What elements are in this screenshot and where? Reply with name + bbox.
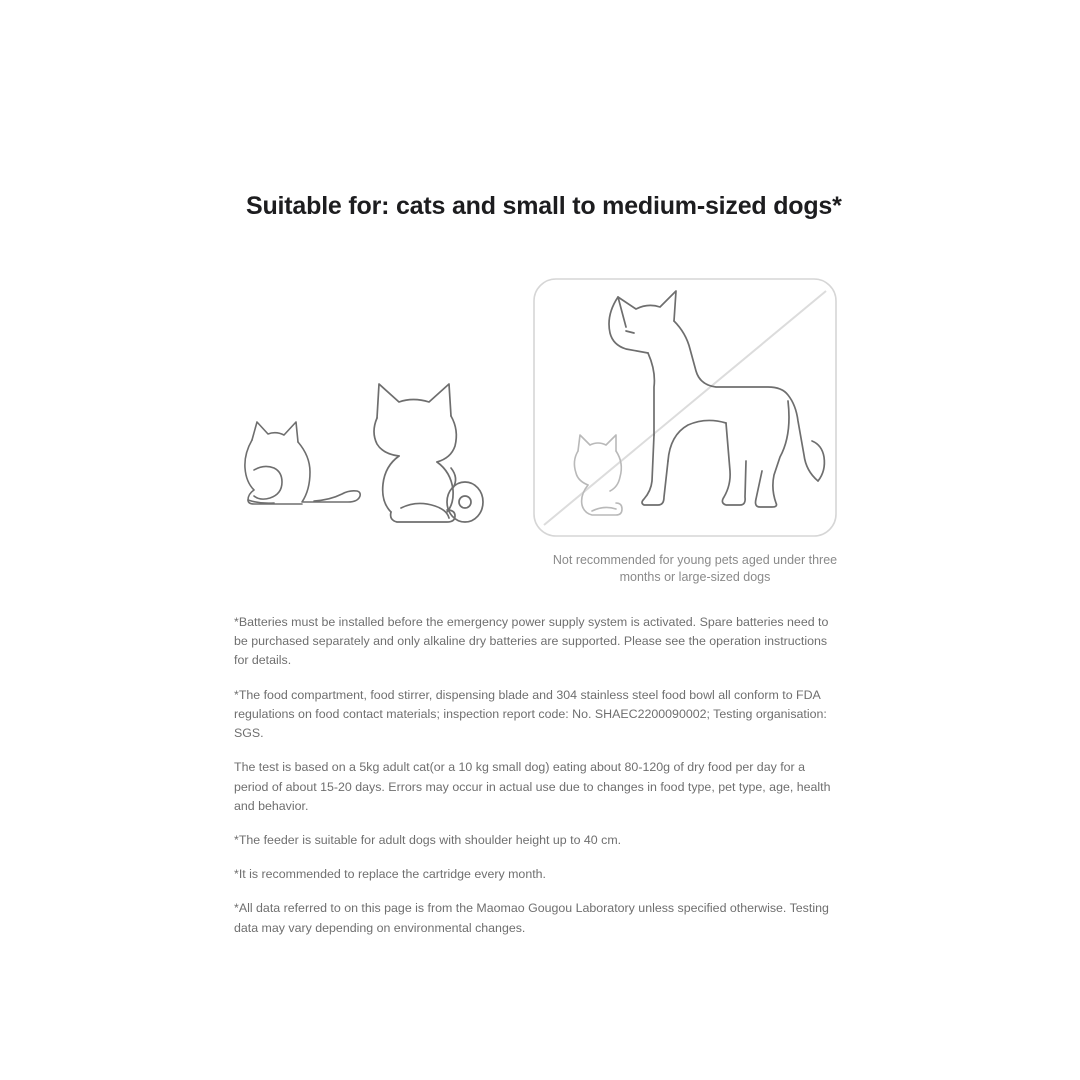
footnote-item: *The feeder is suitable for adult dogs with shoulder height up to 40 cm. [234, 832, 622, 847]
footnote-item: *The food compartment, food stirrer, dispensing blade and 304 stainless steel food bowl all conform to FDA regulations on food contact materials; inspection report code: No. SHAEC2200090002; Testing organisation: SGS. [234, 687, 827, 741]
footnote-item: The test is based on a 5kg adult cat(or a 10 kg small dog) eating about 80-120g of dry food per day for a period of about 15-20 days. Errors may occur in actual use due to changes in food type, pet type, age, health and behavior. [234, 760, 831, 813]
small-cat-icon [230, 410, 370, 530]
pet-size-illustration-group [200, 255, 880, 555]
large-cat-icon [355, 370, 515, 530]
footnote-item: *It is recommended to replace the cartridge every month. [234, 867, 546, 882]
footnote-item: *All data referred to on this page is from the Maomao Gougou Laboratory unless specified otherwise. Testing data may vary depending on environmental changes. [234, 901, 829, 935]
illustration-caption: Not recommended for young pets aged under three months or large-sized dogs [552, 553, 838, 584]
footnote-item: *Batteries must be installed before the emergency power supply system is activated. Spare batteries need to be purchased separately and only alkaline dry batteries are supported. Please see the operation instructions for details. [234, 615, 829, 668]
footnotes-list [234, 613, 842, 938]
page-title: Suitable for: cats and small to medium-sized dogs* [246, 192, 842, 220]
not-recommended-icon [530, 275, 840, 540]
